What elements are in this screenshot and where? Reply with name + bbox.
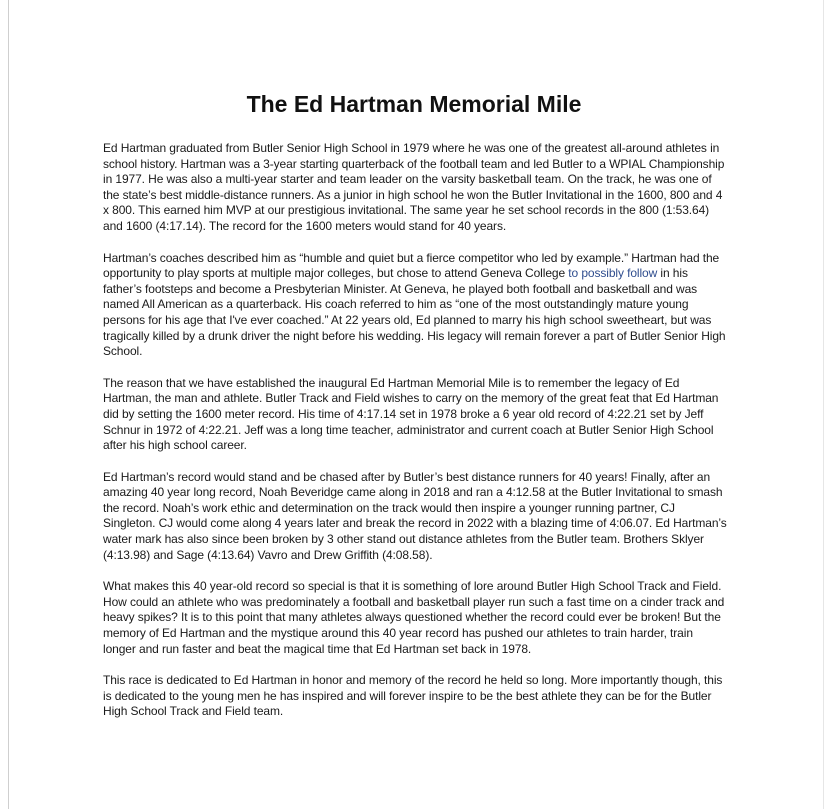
paragraph-coaches-description bbox=[103, 251, 727, 360]
highlighted-text: to possibly follow bbox=[568, 266, 658, 281]
paragraph-record-history: Ed Hartman’s record would stand and be chased after by Butler’s best distance runners for 40 years! Finally, after an amazing 40 year long record, Noah Beveridge came along in 2018 and ran a 4:12.58 at the Butler Invitational to smash the record. Noah’s work ethic and determination on the track would then inspire a younger running partner, CJ Singleton. CJ would come along 4 years later and break the record in 2022 with a blazing time of 4:06.07. Ed Hartman’s water mark has also since been broken by 3 other stand out distance athletes from the Butler team. Brothers Sklyer (4:13.98) and Sage (4:13.64) Vavro and Drew Griffith (4:08.58). bbox=[103, 469, 727, 562]
page-right-border bbox=[823, 0, 824, 809]
paragraph-text-segment: in his father’s footsteps and become a Presbyterian Minister. At Geneva, he played both football and basketball and was named All American as a quarterback. His coach referred to him as “one of the most outstandingly mature young persons for his age that I've ever coached.” At 22 years old, Ed planned to marry his high school sweetheart, but was tragically killed by a drunk driver the night before his wedding. His legacy will remain forever a part of Butler Senior High School. bbox=[103, 266, 726, 359]
paragraph-record-lore: What makes this 40 year-old record so special is that it is something of lore around Butler High School Track and Field. How could an athlete who was predominately a football and basketball player run such a fast time on a cinder track and heavy spikes? It is to this point that many athletes always questioned whether the record could ever be broken! But the memory of Ed Hartman and the mystique around this 40 year record has pushed our athletes to train harder, train longer and run faster and beat the magical time that Ed Hartman set back in 1978. bbox=[103, 579, 725, 656]
paragraph-early-career: Ed Hartman graduated from Butler Senior High School in 1979 where he was one of the greatest all-around athletes in school history. Hartman was a 3-year starting quarterback of the football team and led Butler to a WPIAL Championship in 1977. He was also a multi-year starter and team leader on the varsity basketball team. On the track, he was one of the state’s best middle-distance runners. As a junior in high school he won the Butler Invitational in the 1600, 800 and 4 x 800. This earned him MVP at our prestigious invitational. The same year he set school records in the 800 (1:53.64) and 1600 (4:17.14). The record for the 1600 meters would stand for 40 years. bbox=[103, 141, 725, 233]
paragraph-text-segment: Hartman’s coaches described him as “humble and quiet but a fierce competitor who led by example.” Hartman had the opportunity to play sports at multiple major colleges, but chose to attend Geneva College bbox=[103, 250, 720, 281]
document-title: The Ed Hartman Memorial Mile bbox=[246, 91, 582, 117]
page-left-border bbox=[8, 0, 9, 809]
paragraph-dedication: This race is dedicated to Ed Hartman in honor and memory of the record he held so long. More importantly though, this is dedicated to the young men he has inspired and will forever inspire to be the best athlete they can be for the Butler High School Track and Field team. bbox=[103, 673, 723, 719]
paragraph-memorial-purpose: The reason that we have established the inaugural Ed Hartman Memorial Mile is to remember the legacy of Ed Hartman, the man and athlete. Butler Track and Field wishes to carry on the memory of the great feat that Ed Hartman did by setting the 1600 meter record. His time of 4:17.14 set in 1978 broke a 6 year old record of 4:22.21 set by Jeff Schnur in 1972 of 4:22.21. Jeff was a long time teacher, administrator and current coach at Butler Senior High School after his high school career. bbox=[103, 375, 719, 453]
document-body bbox=[103, 141, 727, 736]
